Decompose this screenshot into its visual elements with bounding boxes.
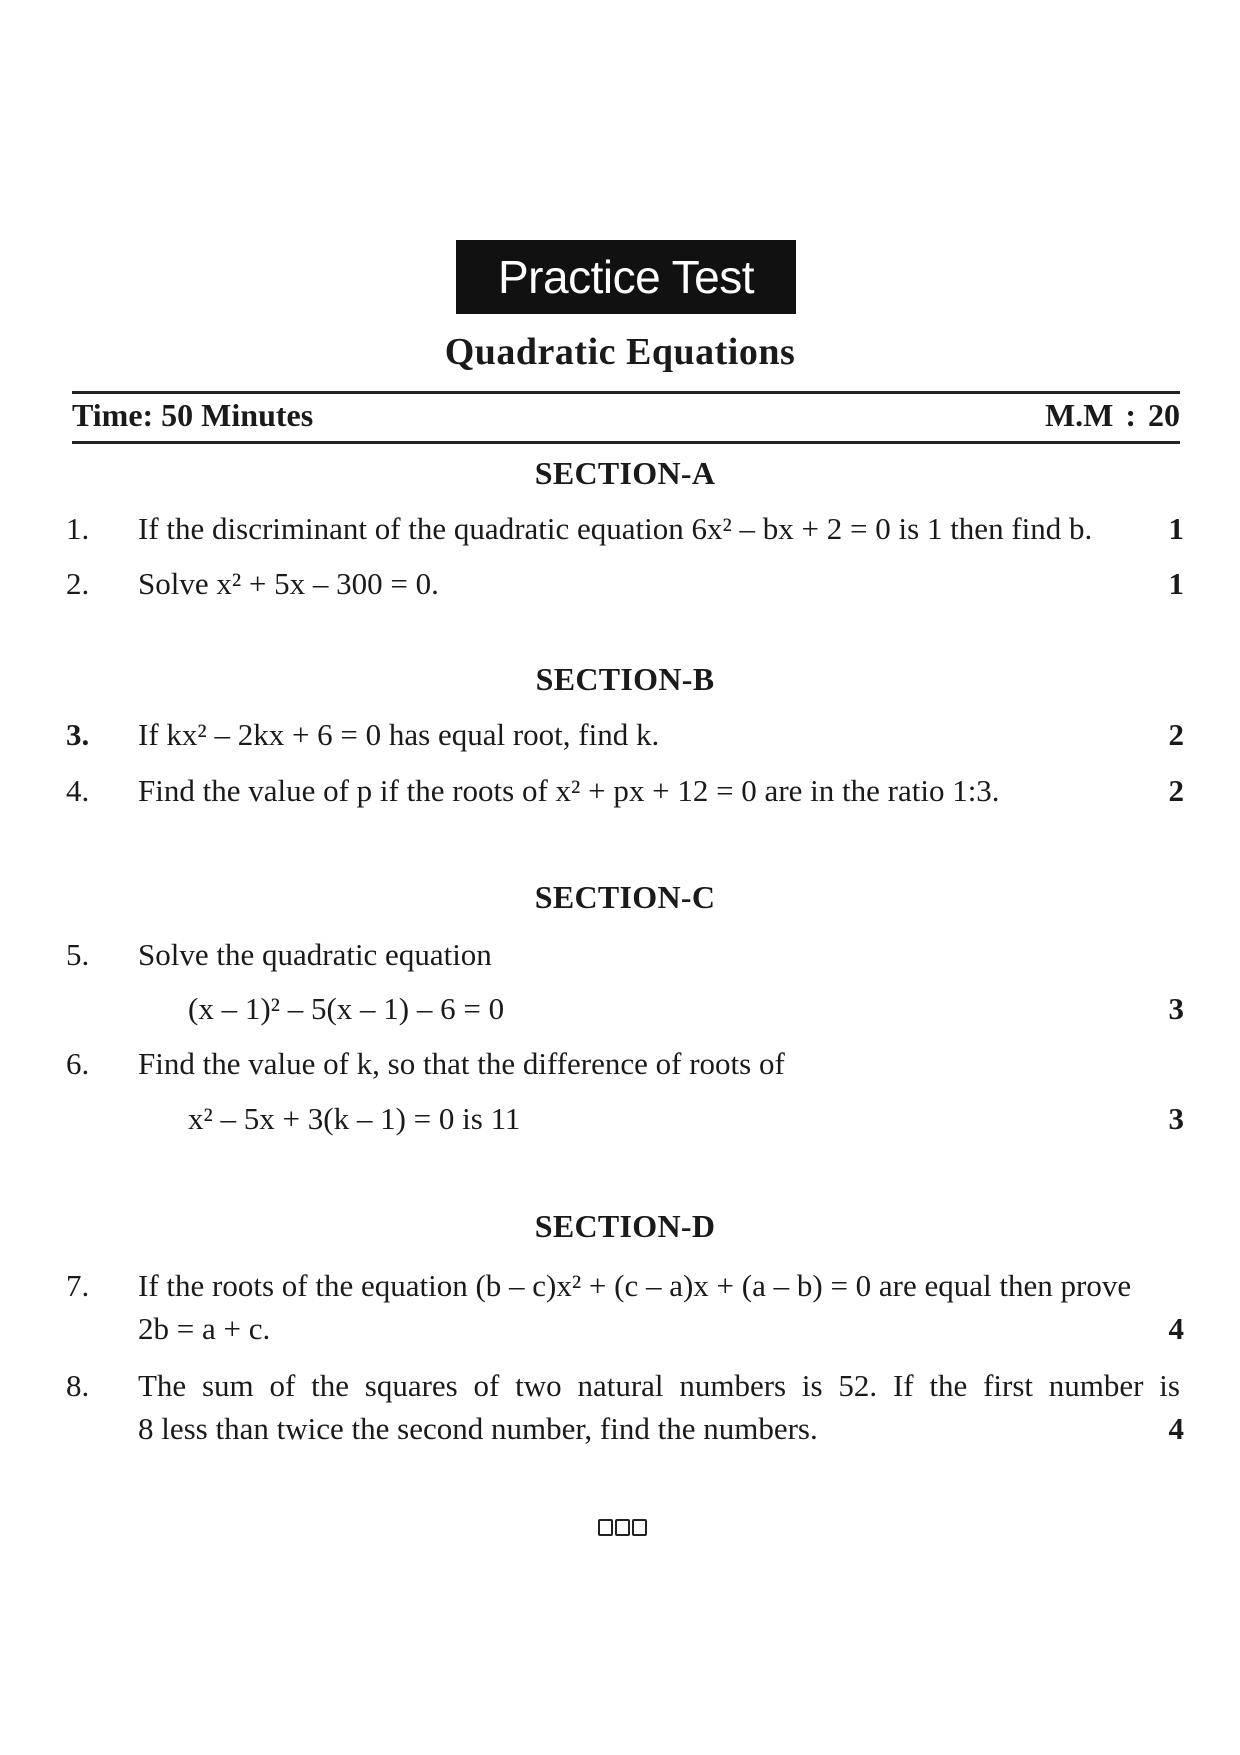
subject-heading: Quadratic Equations [444,331,796,373]
max-marks-label: M.M : 20 [1044,397,1180,433]
question-text-8: The sum of the squares of two natural numbers is 52. If the first number is [138,1368,1180,1403]
question-marks-5: 3 [1168,991,1184,1026]
question-number-7: 7. [66,1268,90,1303]
end-box-icon [615,1519,630,1536]
question-number-6: 6. [66,1046,90,1081]
header-rule-top [72,391,1180,394]
question-marks-6: 3 [1168,1101,1184,1136]
question-number-8: 8. [66,1368,90,1403]
question-text-7: If the roots of the equation (b – c)x² + (c – a)x + (a – b) = 0 are equal then prove [138,1268,1132,1303]
question-marks-2: 1 [1168,566,1184,601]
section-heading-b: SECTION-B [535,661,715,697]
question-text-3: If kx² – 2kx + 6 = 0 has equal root, find k. [138,717,660,752]
question-text-5: Solve the quadratic equation [138,937,492,972]
section-heading-d: SECTION-D [534,1208,716,1244]
end-box-icon [632,1519,647,1536]
end-box-icon [598,1519,613,1536]
question-text-2: Solve x² + 5x – 300 = 0. [138,566,439,601]
question-marks-7: 4 [1168,1311,1184,1346]
question-marks-1: 1 [1168,511,1184,546]
question-marks-8: 4 [1168,1411,1184,1446]
question-number-3: 3. [66,717,90,752]
question-text-6: Find the value of k, so that the difference of roots of [138,1046,785,1081]
question-equation-5: (x – 1)² – 5(x – 1) – 6 = 0 [188,991,505,1026]
question-text-4: Find the value of p if the roots of x² + px + 12 = 0 are in the ratio 1:3. [138,773,1000,808]
question-marks-3: 2 [1168,717,1184,752]
question-text-1: If the discriminant of the quadratic equation 6x² – bx + 2 = 0 is 1 then find b. [138,511,1093,546]
question-equation-6: x² – 5x + 3(k – 1) = 0 is 11 [188,1101,521,1136]
question-marks-4: 2 [1168,773,1184,808]
section-heading-a: SECTION-A [534,455,716,491]
time-label: Time: 50 Minutes [72,397,314,433]
question-number-2: 2. [66,566,90,601]
page-title: Practice Test [456,240,796,314]
header-rule-bottom [72,441,1180,444]
section-heading-c: SECTION-C [534,879,716,915]
question-number-4: 4. [66,773,90,808]
question-number-1: 1. [66,511,90,546]
question-text-7-line-2: 2b = a + c. [138,1311,271,1346]
question-text-8-line-2: 8 less than twice the second number, find the numbers. [138,1411,818,1446]
end-of-test-mark [598,1519,647,1536]
question-number-5: 5. [66,937,90,972]
